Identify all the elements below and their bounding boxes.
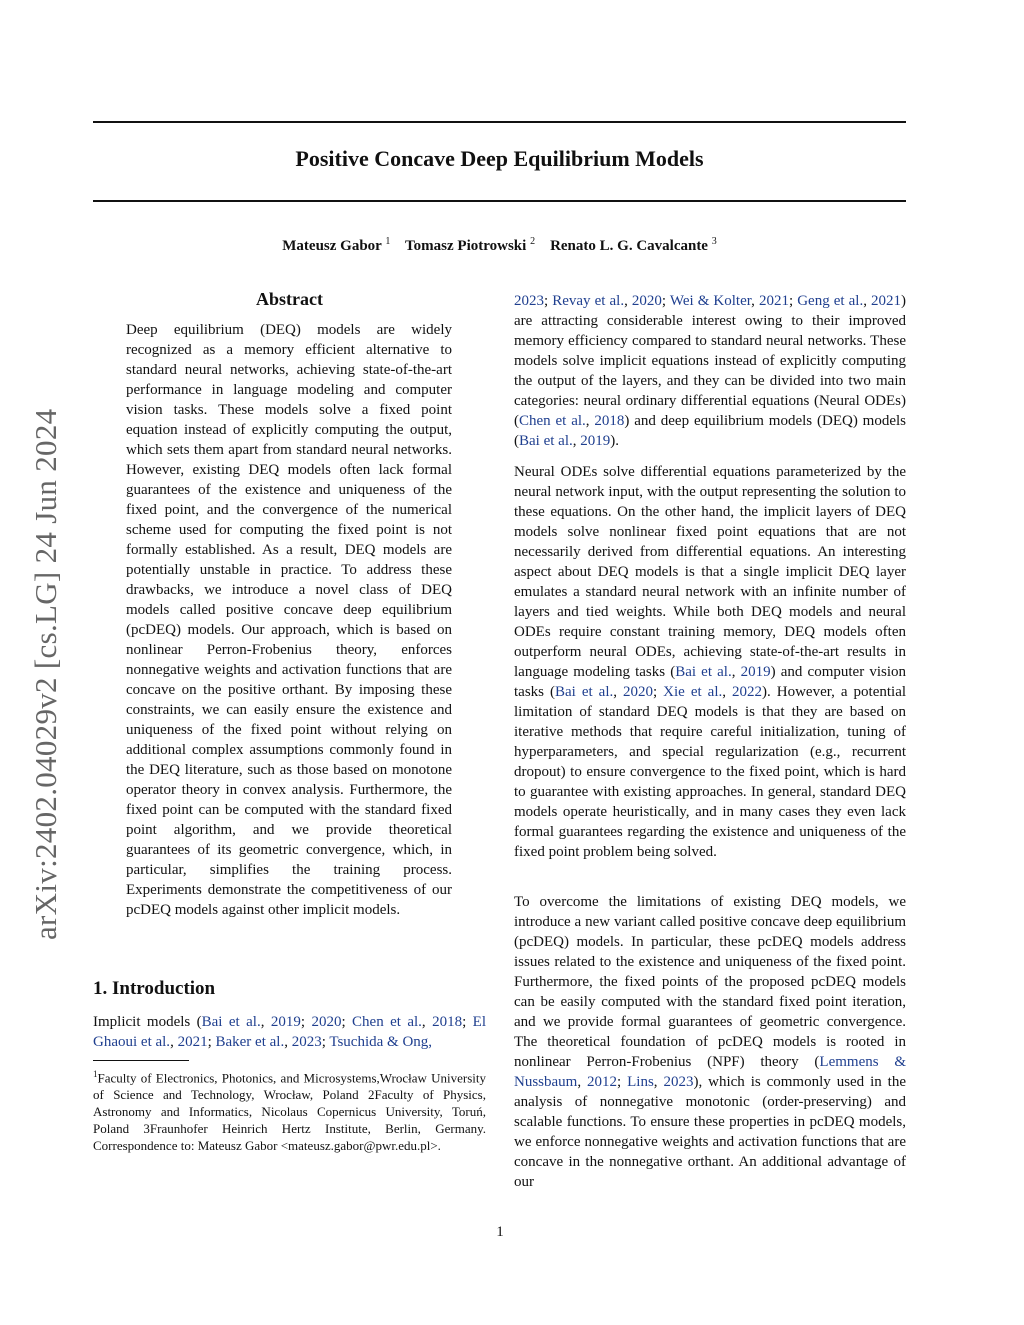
body-text: ) and deep equilibrium models (DEQ) models ( — [514, 413, 906, 449]
citation-link[interactable]: Lemmens & Nussbaum — [514, 1054, 906, 1090]
citation-link[interactable]: Geng et al. — [797, 293, 864, 309]
citation-link[interactable]: 2023 — [514, 293, 544, 309]
body-text: , — [653, 1074, 664, 1090]
body-text: ) and computer vision tasks ( — [514, 664, 907, 700]
abstract-heading: Abstract — [256, 289, 323, 309]
paper-title: Positive Concave Deep Equilibrium Models — [295, 146, 704, 171]
body-text: ; — [207, 1034, 216, 1050]
body-text: Implicit models ( — [93, 1014, 202, 1030]
title-bottom-rule — [93, 200, 906, 202]
body-text: ; — [321, 1034, 330, 1050]
citation-link[interactable]: 2021 — [871, 293, 902, 309]
citation-link[interactable]: Lins — [627, 1074, 654, 1090]
body-text: , — [577, 1074, 588, 1090]
body-text: , — [421, 1014, 433, 1030]
citation-link[interactable]: 2019 — [740, 664, 771, 680]
author-name: Renato L. G. Cavalcante — [550, 238, 708, 254]
citation-link[interactable]: Chen et al. — [352, 1014, 422, 1030]
body-text: ; — [341, 1014, 353, 1030]
abstract-text: Deep equilibrium (DEQ) models are widely recognized as a memory efficient alternative to standard neural networks, achieving state-of-the-art performance in language modeling and computer vision tasks. These models solve a fixed point equation instead of explicitly computing the output, which sets them apart from standard neural networks. However, existing DEQ models often lack formal guarantees of the existence and uniqueness of the fixed point, and the convergence of the numerical scheme used for computing the fixed point is not formally established. As a result, DEQ models are potentially unstable in practice. To address these drawbacks, we introduce a novel class of DEQ models called positive concave deep equilibrium (pcDEQ) models. Our approach, which is based on nonlinear Perron-Frobenius theory, enforces nonnegative weights and activation functions that are concave on the positive orthant. By imposing these constraints, we can easily ensure the existence and uniqueness of the fixed point without relying on additional complex assumptions commonly found in the DEQ literature, such as those based on monotone operator theory in convex analysis. Furthermore, the fixed point can be computed with the standard fixed point algorithm, and we provide theoretical guarantees of its geometric convergence, which, in particular, simplifies the training process. Experiments demonstrate the competitiveness of our pcDEQ models against other implicit models. — [126, 322, 452, 918]
author-list — [93, 236, 906, 255]
author-affiliation-mark: 2 — [530, 236, 536, 247]
citation-link[interactable]: 2023 — [663, 1074, 694, 1090]
citation-link[interactable]: 2019 — [270, 1014, 301, 1030]
body-text: To overcome the limitations of existing DEQ models, we introduce a new variant called positive concave deep equilibrium (pcDEQ) models. In particular, these pcDEQ models address issues related to the existence and uniqueness of the fixed point. Furthermore, the fixed points of the proposed pcDEQ models can be easily computed with the standard fixed point iteration, and we provide formal guarantees of geometric convergence. The theoretical foundation of pcDEQ models is rooted in nonlinear Perron-Frobenius (NPF) theory ( — [514, 894, 906, 1070]
right-paragraph-1 — [514, 291, 906, 451]
citation-link[interactable]: 2018 — [432, 1014, 463, 1030]
citation-link[interactable]: 2020 — [623, 684, 653, 700]
citation-link[interactable]: 2012 — [587, 1074, 618, 1090]
citation-link[interactable]: 2021 — [177, 1034, 208, 1050]
citation-link[interactable]: Revay et al. — [552, 293, 625, 309]
body-text: , — [731, 664, 741, 680]
citation-link[interactable]: 2018 — [594, 413, 625, 429]
body-text: , — [863, 293, 872, 309]
body-text: ; — [653, 684, 664, 700]
section-heading-introduction: 1. Introduction — [93, 978, 216, 999]
right-paragraph-3 — [514, 892, 906, 1192]
citation-link[interactable]: Bai et al. — [519, 433, 573, 449]
citation-link[interactable]: El Ghaoui et al. — [93, 1014, 487, 1050]
body-text: , — [722, 684, 732, 700]
citation-link[interactable]: 2019 — [580, 433, 611, 449]
body-text: , — [572, 433, 581, 449]
citation-link[interactable]: Baker et al. — [215, 1034, 285, 1050]
footnote-rule — [93, 1060, 189, 1061]
body-text: , — [613, 684, 623, 700]
page-number: 1 — [496, 1224, 504, 1240]
body-text: , — [284, 1034, 292, 1050]
intro-paragraph — [93, 1012, 486, 1052]
author-affiliation-mark: 1 — [385, 236, 391, 247]
body-text: , — [585, 413, 595, 429]
author-name: Mateusz Gabor — [282, 238, 382, 254]
citation-link[interactable]: Bai et al. — [555, 684, 614, 700]
body-text: , — [624, 293, 632, 309]
body-text: ; — [462, 1014, 473, 1030]
citation-link[interactable]: 2023 — [291, 1034, 322, 1050]
affiliation-footnote: $^1$Faculty of Electronics, Photonics, and Microsystems,Wrocław University of Science and Technology, Wrocław, Poland 2Faculty of Physics, Astronomy and Informatics, Nicolaus Copernicus University, Toruń, Poland 3Fraunhofer Heinrich Hertz Institute, Berlin, Germany. Correspondence to: Mateusz Gabor <mateusz.gabor@pwr.edu.pl>. — [93, 1069, 486, 1154]
citation-link[interactable]: Chen et al. — [519, 413, 586, 429]
citation-link[interactable]: Wei & Kolter — [669, 293, 752, 309]
body-text: ), which is commonly used in the analysis of nonnegative monotonic (order-preserving) and scalable functions. To ensure these properties in pcDEQ models, we enforce nonnegative weights and activation functions that are concave in the nonnegative orthant. An additional advantage of our — [514, 1074, 907, 1190]
citation-link[interactable]: Bai et al. — [675, 664, 732, 680]
body-text: ; — [544, 293, 553, 309]
right-paragraph-2 — [514, 462, 906, 862]
top-rule — [93, 121, 906, 123]
citation-link[interactable]: Xie et al. — [663, 684, 723, 700]
citation-link[interactable]: 2020 — [311, 1014, 342, 1030]
body-text: ). — [610, 433, 619, 449]
citation-link[interactable]: Bai et al. — [201, 1014, 261, 1030]
body-text: ) are attracting considerable interest owing to their improved memory efficiency compared to standard neural networks. These models solve implicit equations instead of explicitly computing the output of the layers, and they can be divided into two main categories: neural ordinary differential equations (Neural ODEs) ( — [514, 293, 907, 429]
body-text: , — [170, 1034, 178, 1050]
body-text: ; — [788, 293, 798, 309]
body-text: ). However, a potential limitation of standard DEQ models is that they are based on iterative methods that require careful initialization, tuning of hyperparameters, and special regularization (e.g., recurrent dropout) to ensure convergence to the fixed point, which is hard to guarantee with existing approaches. In general, standard DEQ models operate heuristically, and in many cases they even lack formal guarantees regarding the existence and uniqueness of the fixed point problem being solved. — [514, 684, 907, 860]
citation-link[interactable]: 2020 — [631, 293, 662, 309]
author-affiliation-mark: 3 — [711, 236, 717, 247]
footnote-text: Faculty of Electronics, Photonics, and Microsystems,Wrocław University of Science and Technology, Wrocław, Poland 2Faculty of Physics, Astronomy and Informatics, Nicolaus Copernicus University, Toruń, Poland 3Fraunhofer Heinrich Hertz Institute, Berlin, Germany. Correspondence to: Mateusz Gabor <mateusz.gabor@pwr.edu.pl>. — [93, 1070, 486, 1154]
arxiv-identifier: arXiv:2402.04029v2 [cs.LG] 24 Jun 2024 — [28, 408, 63, 940]
body-text: ; — [617, 1074, 628, 1090]
body-text: Neural ODEs solve differential equations parameterized by the neural network input, with the output representing the solution to these equations. On the other hand, the implicit layers of DEQ models solve nonlinear fixed point equations that are not necessarily derived from differential equations. An interesting aspect about DEQ models is that a single implicit DEQ layer emulates a standard neural network with an infinite number of layers and tied weights. While both DEQ models and neural ODEs require constant training memory, DEQ models often outperform neural ODEs, achieving state-of-the-art results in language modeling tasks ( — [514, 464, 906, 680]
citation-link[interactable]: Tsuchida & Ong, — [329, 1034, 433, 1050]
body-text: , — [751, 293, 759, 309]
body-text: ; — [300, 1014, 312, 1030]
citation-link[interactable]: 2021 — [758, 293, 789, 309]
body-text: , — [260, 1014, 271, 1030]
author-name: Tomasz Piotrowski — [405, 238, 527, 254]
citation-link[interactable]: 2022 — [732, 684, 762, 700]
body-text: ; — [661, 293, 670, 309]
